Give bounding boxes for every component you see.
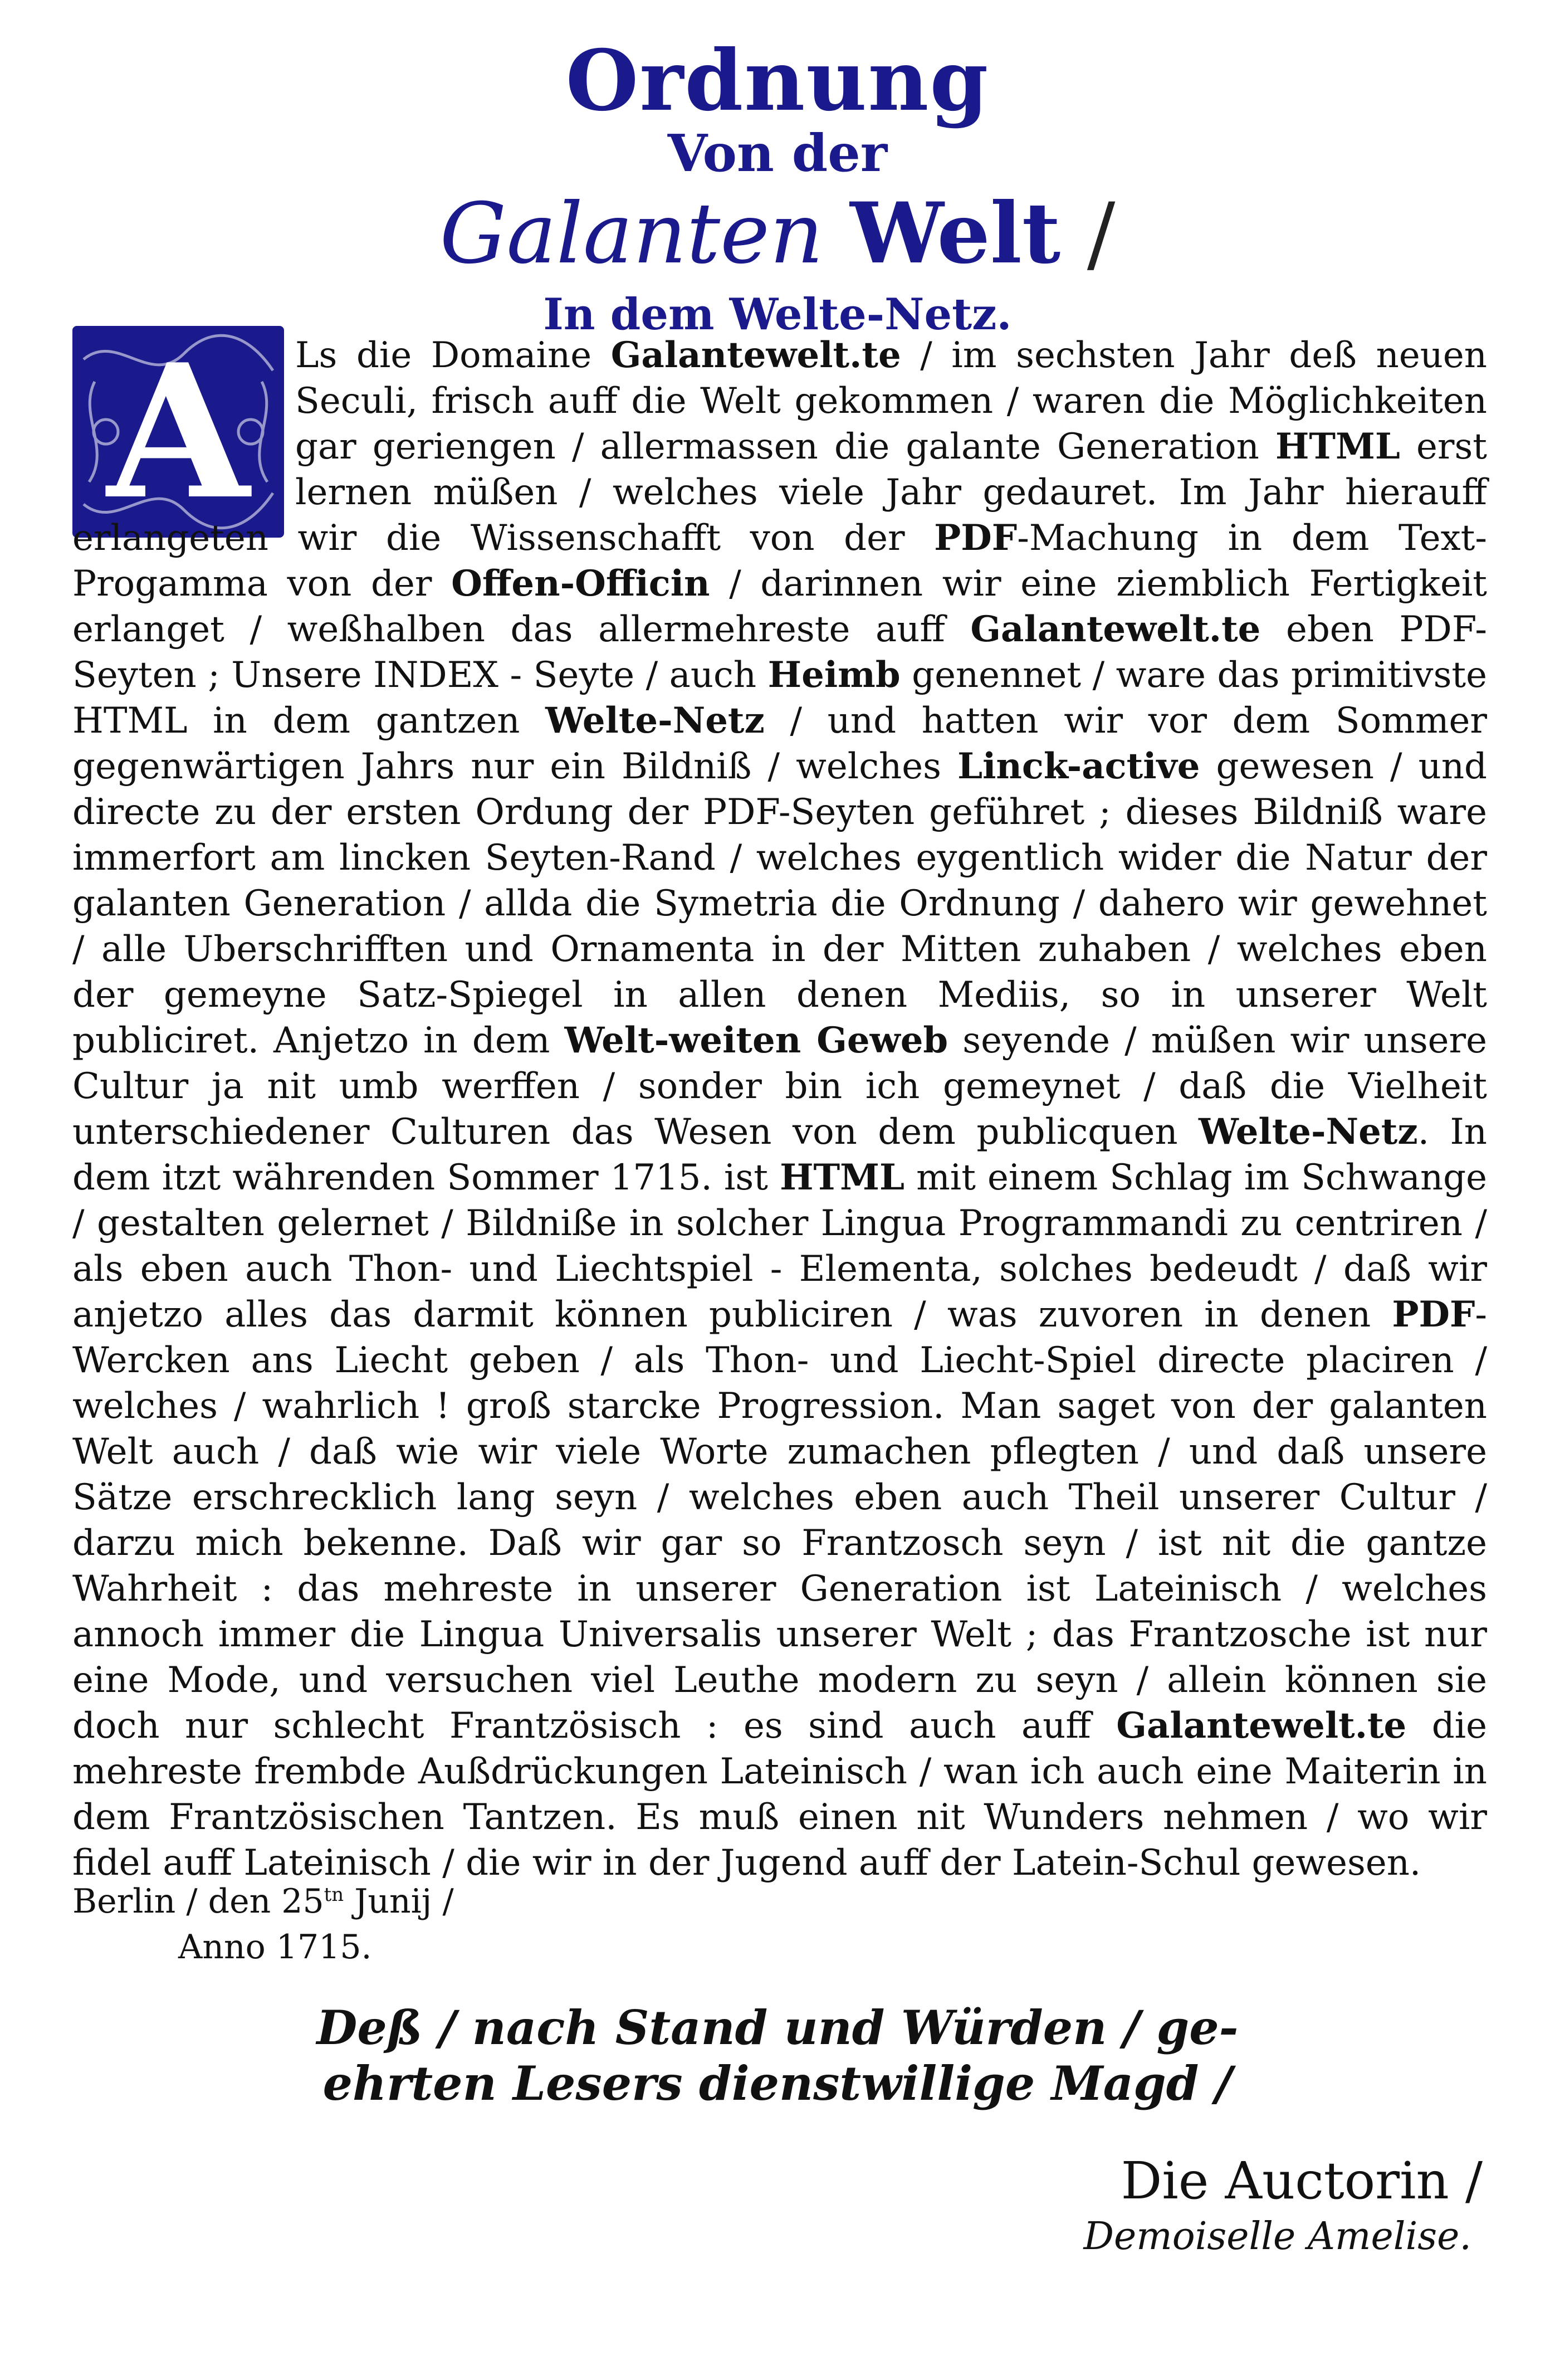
signature-title: Die Auctorin / — [1121, 2151, 1483, 2211]
title-line-3 — [0, 181, 1555, 287]
title-welt: Welt — [850, 184, 1061, 282]
dateline-line-2: Anno 1715. — [178, 1928, 372, 1967]
signature — [1083, 2150, 1483, 2262]
title-slash: / — [1087, 186, 1116, 282]
title-line-2: Von der — [667, 123, 888, 183]
initial-letter: A — [106, 324, 250, 540]
closing-line-2: ehrten Lesers dienstwillige Magd / — [322, 2056, 1233, 2111]
title-line-4: In dem Welte-Netz. — [543, 289, 1012, 340]
closing-line-1: Deß / nach Stand und Würden / ge- — [316, 2000, 1239, 2055]
signature-name: Demoiselle Amelise. — [1083, 2215, 1471, 2259]
body-paragraph: Ls die Domaine Galantewelt.te / im sechsten Jahr deß neuen Seculi, frisch auff die Welt gekommen / waren die Möglichkeiten gar geriengen / allermassen die galante Generation HTML erst lernen müßen / welches viele Jahr gedauret. Im Jahr hierauff erlangeten wir die Wissenschafft von der PDF-Machung in dem Text-Progamma von der Offen-Officin / darinnen wir eine ziemblich Fertigkeit erlanget / weßhalben das allermehreste auff Galantewelt.te eben PDF-Seyten ; Unsere INDEX - Seyte / auch Heimb genennet / ware das primitivste HTML in dem gantzen Welte-Netz / und hatten wir vor dem Sommer gegenwärtigen Jahrs nur ein Bildniß / welches Linck-active gewesen / und directe zu der ersten Ordung der PDF-Seyten geführet ; dieses Bildniß ware immerfort am lincken Seyten-Rand / welches eygentlich wider die Natur der galanten Generation / allda die Symetria die Ordnung / dahero wir gewehnet / alle Uberschrifften und Ornamenta in der Mitten zuhaben / welches eben der gemeyne Satz-Spiegel in allen denen Mediis, so in unserer Welt publiciret. Anjetzo in dem Welt-weiten Geweb seyende / müßen wir unsere Cultur ja nit umb werffen / sonder bin ich gemeynet / daß die Vielheit unterschiedener Culturen das Wesen von dem publicquen Welte-Netz. In dem itzt währenden Sommer 1715. ist HTML mit einem Schlag im Schwange / gestalten gelernet / Bildniße in solcher Lingua Programmandi zu centriren / als eben auch Thon- und Liechtspiel - Elementa, solches bedeudt / daß wir anjetzo alles das darmit können publiciren / was zuvoren in denen PDF-Wercken ans Liecht geben / als Thon- und Liecht-Spiel directe placiren / welches / wahrlich ! groß starcke Progression. Man saget von der galanten Welt auch / daß wie wir viele Worte zumachen pflegten / und daß unsere Sätze erschrecklich lang seyn / welches eben auch Theil unserer Cultur / darzu mich bekenne. Daß wir gar so Frantzosch seyn / ist nit die gantze Wahrheit : das mehreste in unserer Generation ist Lateinisch / welches annoch immer die Lingua Universalis unserer Welt ; das Frantzosche ist nur eine Mode, und versuchen viel Leuthe modern zu seyn / allein können sie doch nur schlecht Frantzösisch : es sind auch auff Galantewelt.te die mehreste frembde Außdrückungen Lateinisch / wan ich auch eine Maiterin in dem Frantzösischen Tantzen. Es muß einen nit Wunders nehmen / wo wir fidel auff Lateinisch / die wir in der Jugend auff der Latein-Schul gewesen. — [72, 334, 1488, 1884]
title-galanten: Galanten — [439, 186, 824, 282]
title-block — [0, 33, 1555, 343]
dateline-line-1: Berlin / den $25^{tn}$ Junij / — [72, 1882, 454, 1921]
closing-formula — [0, 2000, 1555, 2111]
title-line-1: Ordnung — [565, 32, 990, 130]
dateline — [72, 1872, 454, 1970]
